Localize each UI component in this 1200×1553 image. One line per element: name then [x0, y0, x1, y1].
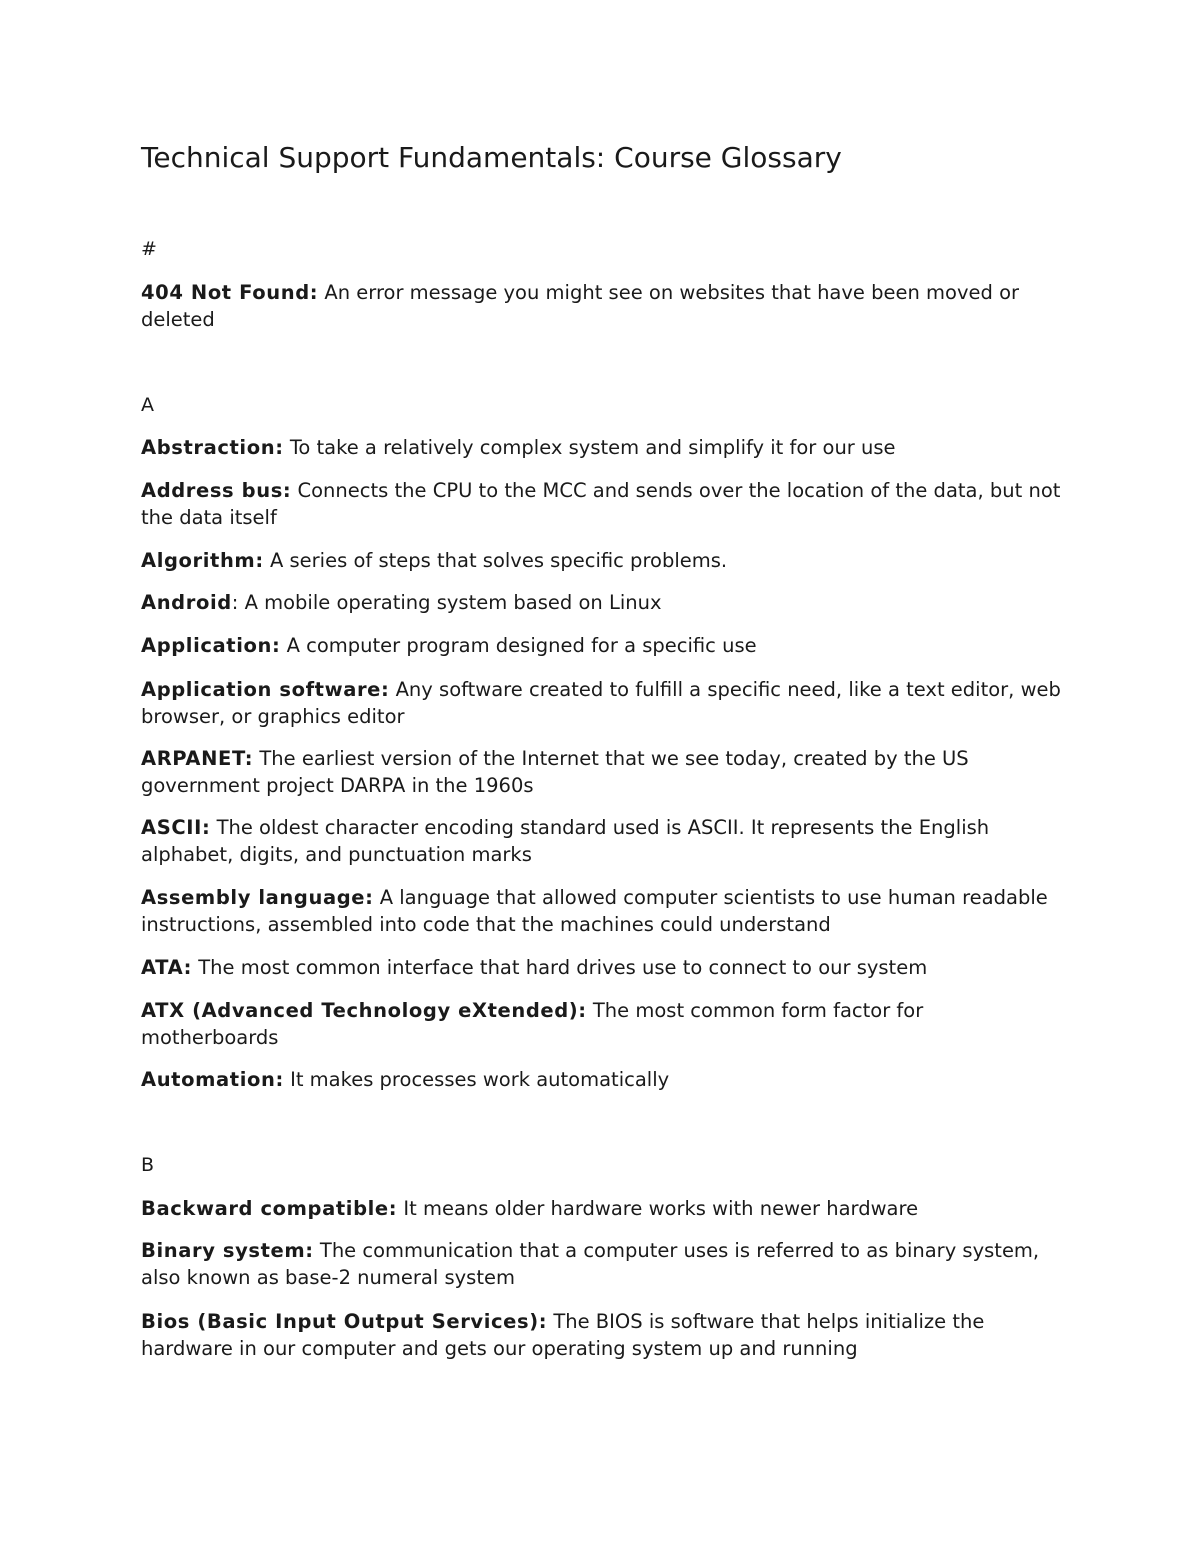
- section-heading-b: B: [141, 1154, 155, 1176]
- glossary-entry-atx: [141, 997, 1061, 1051]
- glossary-definition: Any software created to fulfill a specific need, like a text editor, web browser, or graphics editor: [141, 678, 1061, 728]
- glossary-definition: It makes processes work automatically: [290, 1068, 670, 1091]
- glossary-definition: The most common form factor for motherboards: [141, 999, 924, 1049]
- glossary-term: Abstraction:: [141, 436, 284, 459]
- glossary-definition: Connects the CPU to the MCC and sends over the location of the data, but not the data itself: [141, 479, 1061, 529]
- glossary-term: Application:: [141, 634, 281, 657]
- glossary-entry-assembly-language: [141, 884, 1061, 938]
- glossary-term: ARPANET:: [141, 747, 254, 770]
- glossary-term: ASCII:: [141, 816, 211, 839]
- glossary-entry-ata: [141, 954, 1061, 981]
- glossary-entry-application: [141, 632, 1061, 659]
- glossary-entry-bios: [141, 1308, 1061, 1362]
- glossary-definition: A language that allowed computer scientists to use human readable instructions, assembled into code that the machines could understand: [141, 886, 1048, 936]
- section-heading-hash: #: [141, 238, 157, 260]
- glossary-definition: To take a relatively complex system and simplify it for our use: [289, 436, 896, 459]
- glossary-entry-abstraction: [141, 434, 1061, 461]
- glossary-definition: It means older hardware works with newer hardware: [403, 1197, 919, 1220]
- glossary-term: ATX (Advanced Technology eXtended):: [141, 999, 587, 1022]
- glossary-definition: The most common interface that hard drives use to connect to our system: [198, 956, 928, 979]
- glossary-entry-arpanet: [141, 745, 1061, 799]
- glossary-entry-algorithm: [141, 547, 1061, 574]
- glossary-term: ATA:: [141, 956, 193, 979]
- glossary-term: Backward compatible:: [141, 1197, 398, 1220]
- glossary-term: Address bus:: [141, 479, 292, 502]
- page-title: Technical Support Fundamentals: Course Glossary: [141, 141, 842, 174]
- glossary-entry-application-software: [141, 676, 1061, 730]
- glossary-term: Bios (Basic Input Output Services):: [141, 1310, 548, 1333]
- glossary-term: Automation:: [141, 1068, 284, 1091]
- glossary-entry-backward-compatible: [141, 1195, 1061, 1222]
- glossary-definition: A computer program designed for a specific use: [286, 634, 757, 657]
- glossary-entry-ascii: [141, 814, 1061, 868]
- glossary-definition: The oldest character encoding standard used is ASCII. It represents the English alphabet, digits, and punctuation marks: [141, 816, 990, 866]
- glossary-term: 404 Not Found:: [141, 281, 319, 304]
- glossary-term: Android: [141, 591, 232, 614]
- glossary-term: Algorithm:: [141, 549, 264, 572]
- glossary-definition: An error message you might see on websites that have been moved or deleted: [141, 281, 1020, 331]
- section-heading-a: A: [141, 394, 154, 416]
- glossary-entry-address-bus: [141, 477, 1061, 531]
- glossary-entry-android: [141, 589, 1061, 616]
- glossary-definition: The BIOS is software that helps initialize the hardware in our computer and gets our operating system up and running: [141, 1310, 985, 1360]
- glossary-term: Assembly language:: [141, 886, 374, 909]
- glossary-definition: A series of steps that solves specific problems.: [269, 549, 728, 572]
- glossary-definition: The earliest version of the Internet that we see today, created by the US government project DARPA in the 1960s: [141, 747, 969, 797]
- glossary-entry-automation: [141, 1066, 1061, 1093]
- glossary-term: Application software:: [141, 678, 390, 701]
- glossary-entry-404-not-found: [141, 279, 1061, 333]
- glossary-entry-binary-system: [141, 1237, 1061, 1291]
- glossary-term: Binary system:: [141, 1239, 314, 1262]
- glossary-definition: The communication that a computer uses is referred to as binary system, also known as base-2 numeral system: [141, 1239, 1040, 1289]
- glossary-definition: : A mobile operating system based on Linux: [231, 591, 662, 614]
